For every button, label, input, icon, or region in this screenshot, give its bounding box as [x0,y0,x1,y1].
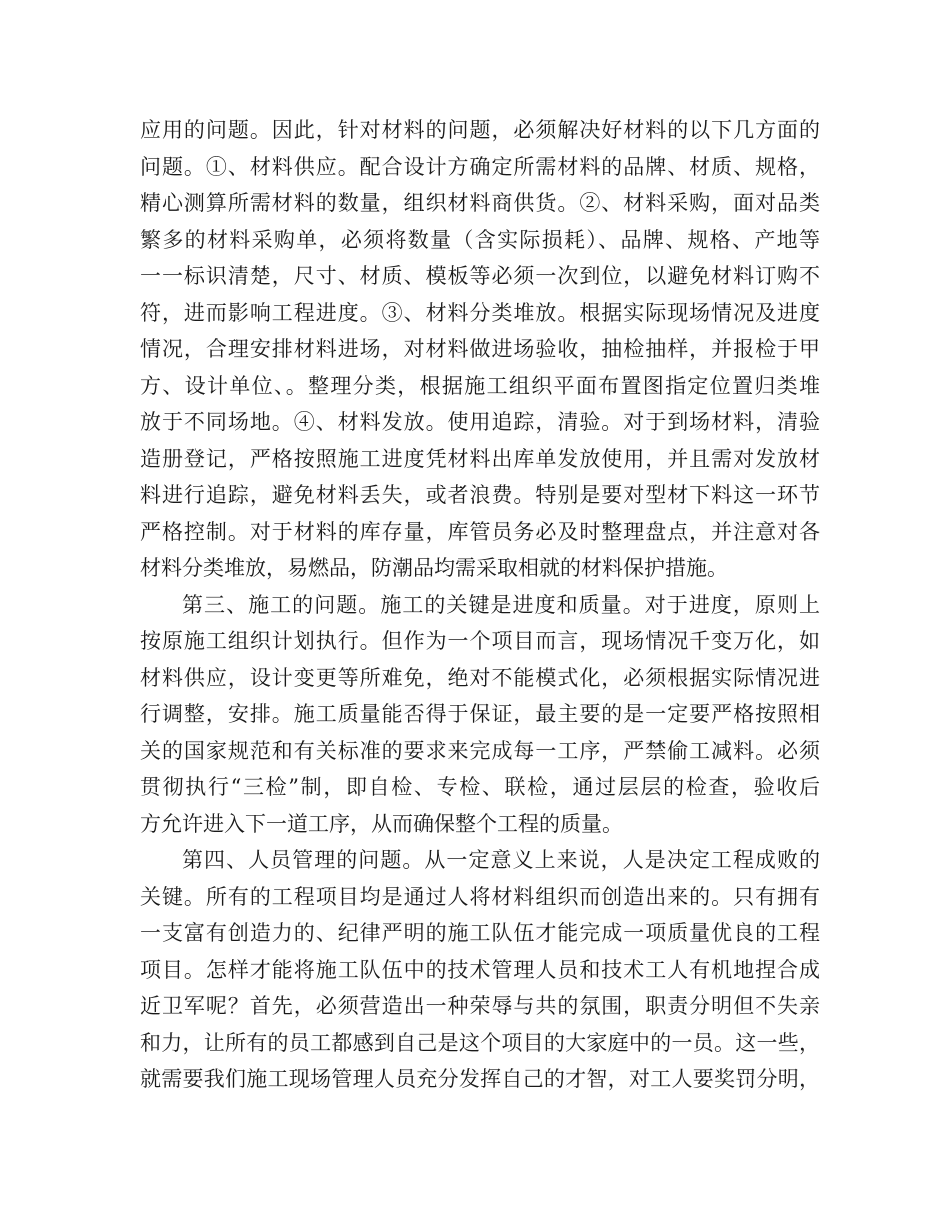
text-line: 料进行追踪，避免材料丢失，或者浪费。特别是要对型材下料这一环节 [140,483,820,507]
text-line: 造册登记，严格按照施工进度凭材料出库单发放使用，并且需对发放材 [140,446,820,471]
text-line: 关的国家规范和有关标准的要求来完成每一工序，严禁偷工减料。必须 [140,738,820,763]
text-line: 第四、人员管理的问题。从一定意义上来说，人是决定工程成败的 [182,848,820,872]
text-line: 行调整，安排。施工质量能否得于保证，最主要的是一定要严格按照相 [140,702,820,726]
paragraph-construction [140,587,820,843]
text-line: 繁多的材料采购单，必须将数量（含实际损耗）、品牌、规格、产地等 [140,227,820,252]
text-line: 关键。所有的工程项目均是通过人将材料组织而创造出来的。只有拥有 [140,884,820,909]
text-line: 情况，合理安排材料进场，对材料做进场验收，抽检抽样，并报检于甲 [140,337,820,361]
document-page [140,112,820,1098]
paragraph-personnel [140,842,820,1098]
text-line: 一一标识清楚，尺寸、材质、模板等必须一次到位，以避免材料订购不 [140,264,820,288]
text-line: 方、设计单位、。整理分类，根据施工组织平面布置图指定位置归类堆 [140,373,820,398]
text-line: 放于不同场地。④、材料发放。使用追踪，清验。对于到场材料，清验 [140,410,820,434]
text-line: 应用的问题。因此，针对材料的问题，必须解决好材料的以下几方面的 [140,118,820,142]
text-line: 精心测算所需材料的数量，组织材料商供货。②、材料采购，面对品类 [140,191,820,215]
text-line: 和力，让所有的员工都感到自己是这个项目的大家庭中的一员。这一些， [140,1030,820,1055]
text-line: 方允许进入下一道工序，从而确保整个工程的质量。 [140,811,623,836]
text-line: 符，进而影响工程进度。③、材料分类堆放。根据实际现场情况及进度 [140,300,820,325]
text-line: 第三、施工的问题。施工的关键是进度和质量。对于进度，原则上 [182,592,820,617]
text-line: 就需要我们施工现场管理人员充分发挥自己的才智，对工人要奖罚分明， [140,1067,820,1091]
paragraph-materials [140,112,820,587]
text-line: 材料供应，设计变更等所难免，绝对不能模式化，必须根据实际情况进 [140,665,820,690]
text-line: 问题。①、材料供应。配合设计方确定所需材料的品牌、材质、规格， [140,154,820,179]
text-line: 近卫军呢？首先，必须营造出一种荣辱与共的氛围，职责分明但不失亲 [140,994,820,1018]
text-line: 严格控制。对于材料的库存量，库管员务必及时整理盘点，并注意对各 [140,519,820,544]
text-line: 一支富有创造力的、纪律严明的施工队伍才能完成一项质量优良的工程 [140,921,820,945]
text-line: 材料分类堆放，易燃品，防潮品均需采取相就的材料保护措施。 [140,556,728,580]
text-line: 贯彻执行“三检”制，即自检、专检、联检，通过层层的检查，验收后 [140,775,820,799]
text-line: 项目。怎样才能将施工队伍中的技术管理人员和技术工人有机地捏合成 [140,957,820,982]
text-line: 按原施工组织计划执行。但作为一个项目而言，现场情况千变万化，如 [140,629,820,653]
